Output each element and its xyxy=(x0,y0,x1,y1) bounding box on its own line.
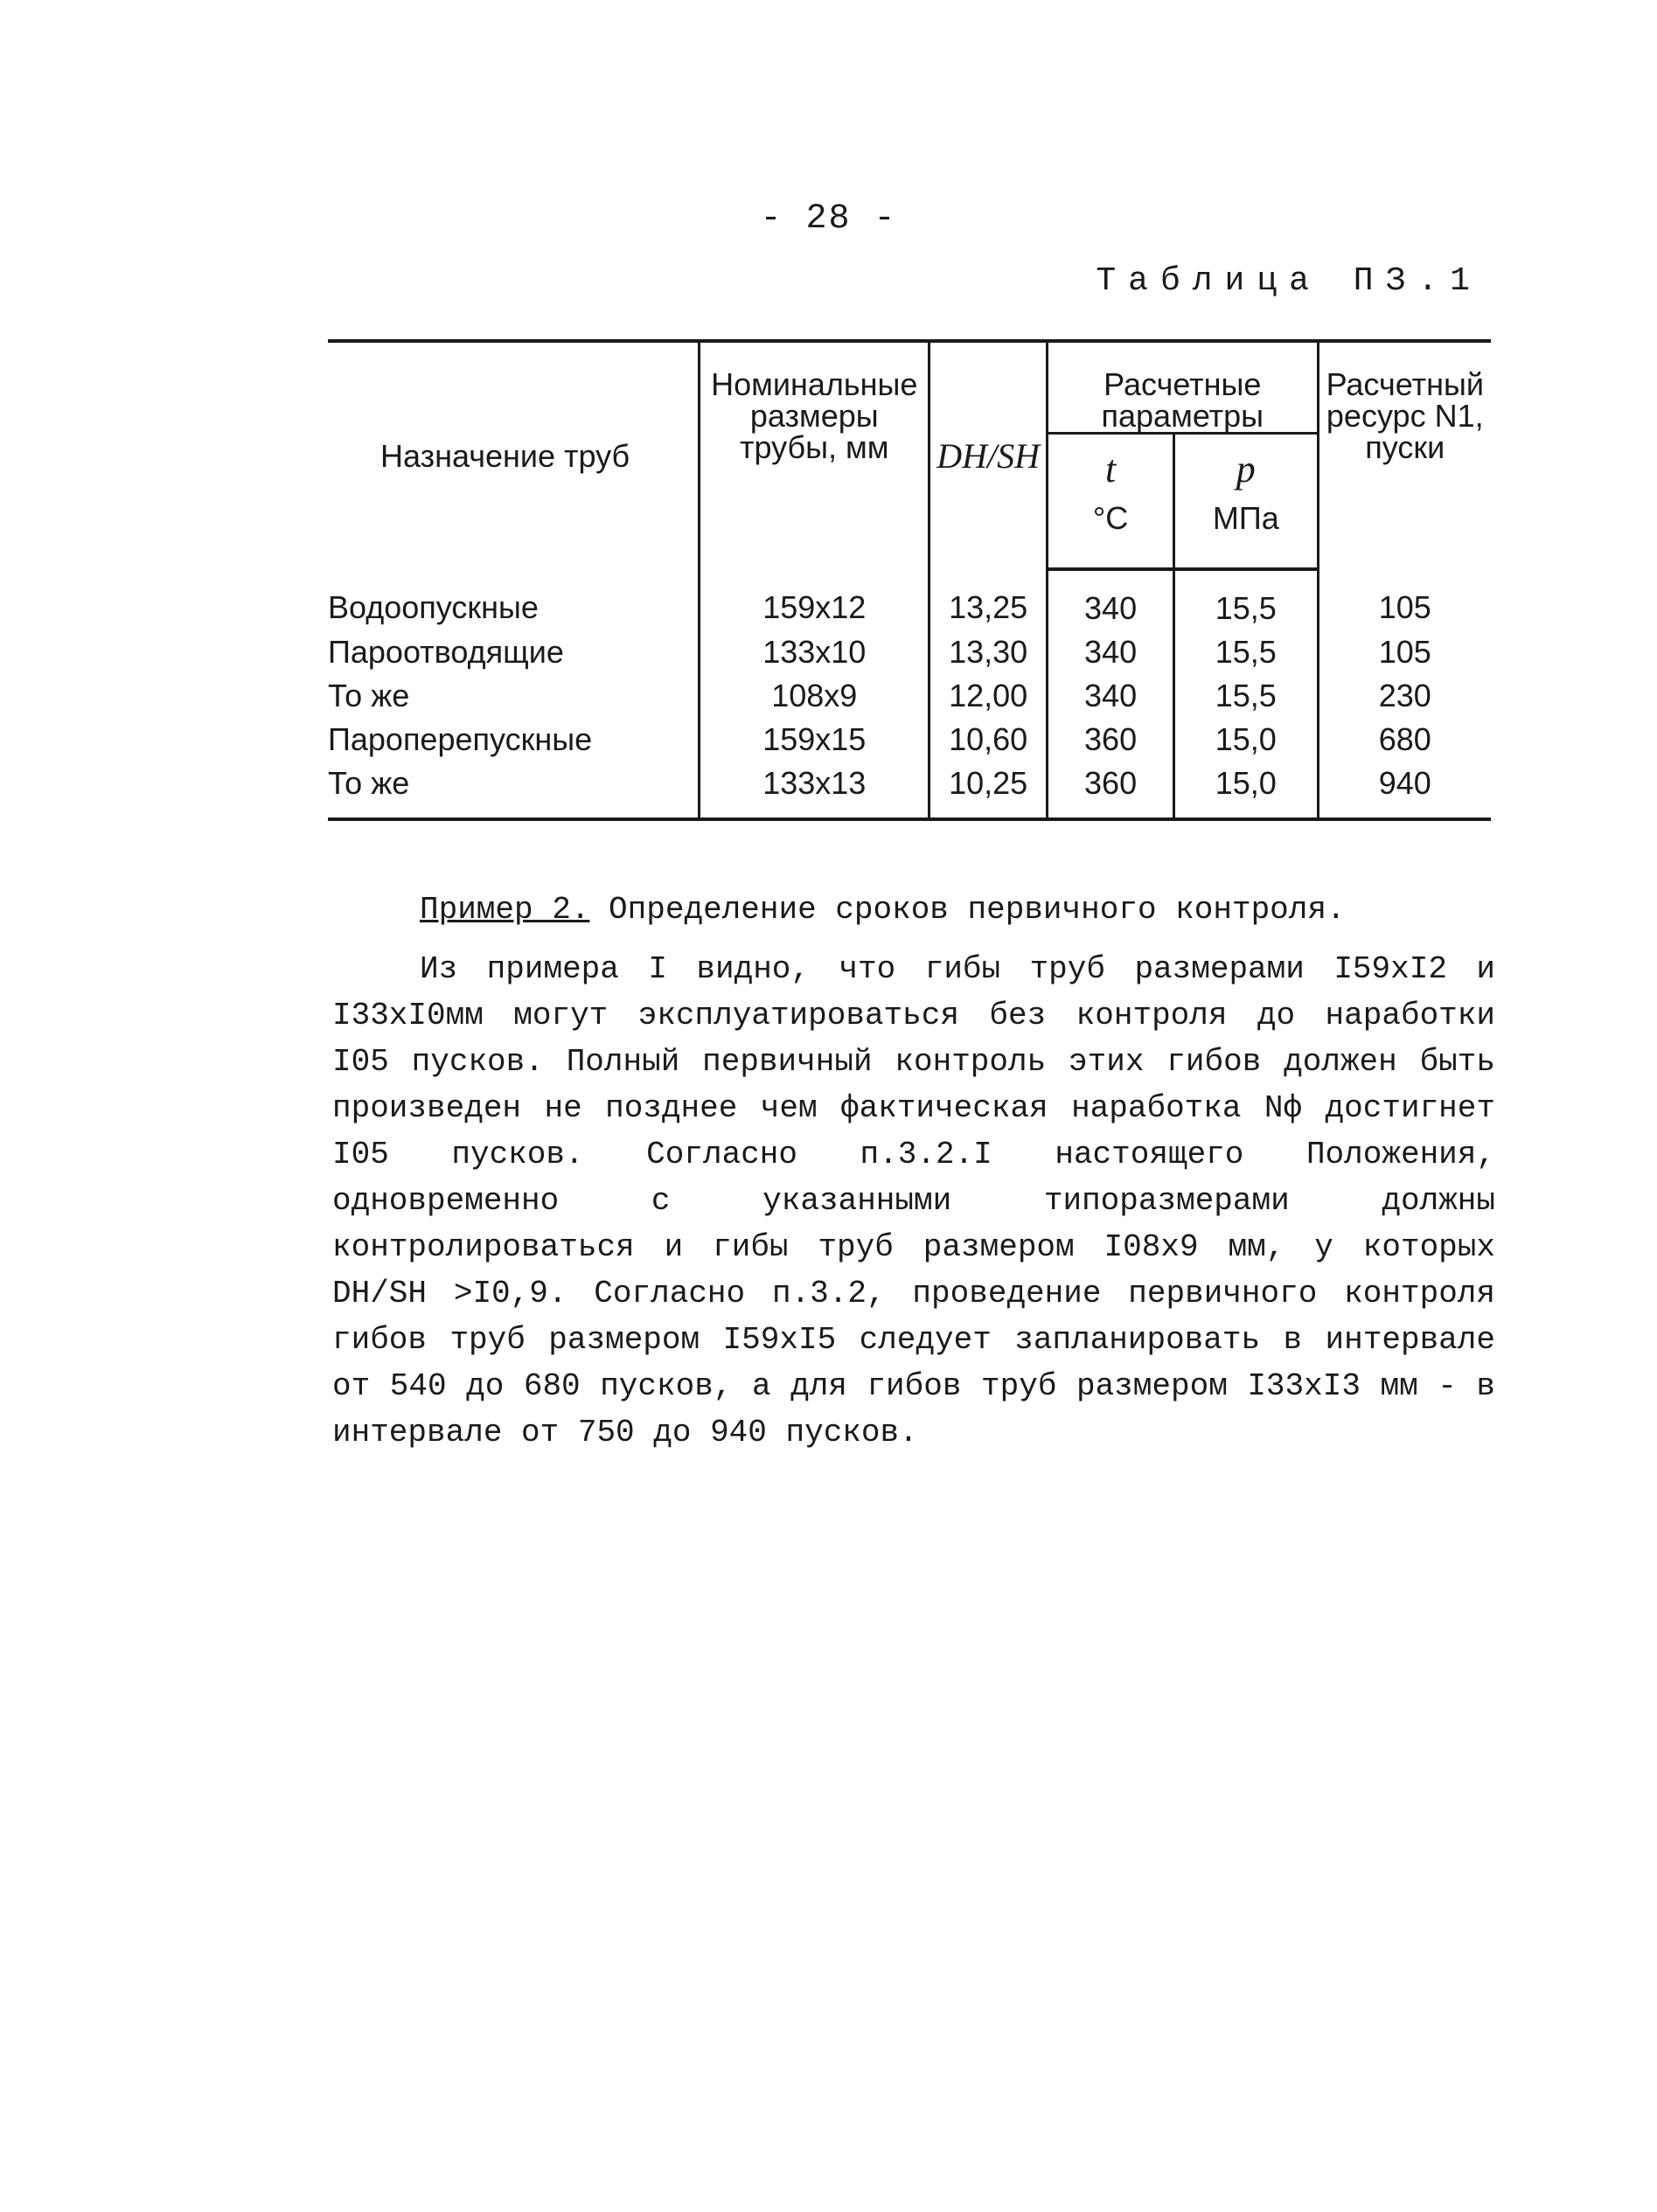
cell-size: 133x10 xyxy=(700,630,929,674)
parameters-table xyxy=(328,339,1491,821)
header-temperature xyxy=(1048,434,1174,570)
table-row xyxy=(328,718,1491,762)
cell-ratio: 13,30 xyxy=(929,630,1048,674)
header-design-params: Расчетные параметры xyxy=(1048,341,1318,434)
header-resource: Расчетный ресурс N1, пуски xyxy=(1318,341,1491,569)
cell-temperature: 340 xyxy=(1048,569,1174,630)
cell-ratio: 10,60 xyxy=(929,718,1048,762)
cell-size: 159x12 xyxy=(700,569,929,630)
cell-resource: 680 xyxy=(1378,721,1431,757)
header-ratio: DH/SH xyxy=(929,341,1048,569)
cell-temperature: 340 xyxy=(1048,674,1174,718)
cell-temperature: 360 xyxy=(1048,762,1174,819)
cell-pressure: 15,0 xyxy=(1174,718,1318,762)
cell-pressure: 15,5 xyxy=(1174,630,1318,674)
cell-ratio: 12,00 xyxy=(929,674,1048,718)
page-number: - 28 - xyxy=(760,199,897,239)
header-purpose: Назначение труб xyxy=(328,341,700,569)
example-title: Определение сроков первичного контроля. xyxy=(609,892,1346,928)
table-row xyxy=(328,569,1491,630)
cell-purpose: Пароперепускные xyxy=(328,718,700,762)
cell-purpose: Водоопускные xyxy=(328,569,700,630)
example-heading xyxy=(420,892,1346,928)
example-label: Пример 2. xyxy=(420,892,590,928)
cell-size: 108x9 xyxy=(700,674,929,718)
pressure-unit: МПа xyxy=(1212,500,1279,536)
header-pressure xyxy=(1174,434,1318,570)
temperature-unit: °С xyxy=(1092,500,1129,536)
table-caption: Таблица ПЗ.1 xyxy=(1096,262,1482,300)
cell-ratio: 13,25 xyxy=(929,569,1048,630)
cell-purpose: Пароотводящие xyxy=(328,630,700,674)
cell-resource: 230 xyxy=(1378,678,1431,713)
cell-resource: 940 xyxy=(1318,762,1491,819)
table-row xyxy=(328,630,1491,674)
cell-pressure: 15,5 xyxy=(1174,674,1318,718)
example-body: Из примера I видно, что гибы труб размерами I59xI2 и I33xI0мм могут эксплуатироваться без контроля до наработки I05 пусков. Полный первичный контроль этих гибов должен быть произведен не позднее чем фактическая наработка Nф достигнет I05 пусков. Согласно п.3.2.I настоящего Положения, одновременно с указанными типоразмерами должны контролироваться и гибы труб размером I08x9 мм, у которых DH/SH >I0,9. Согласно п.3.2, проведение первичного контроля гибов труб размером I59xI5 следует запланировать в интервале от 540 до 680 пусков, а для гибов труб размером I33xI3 мм - в интервале от 750 до 940 пусков. xyxy=(332,951,1495,1450)
cell-purpose: То же xyxy=(328,674,700,718)
cell-resource: 105 xyxy=(1378,589,1431,625)
cell-ratio: 10,25 xyxy=(929,762,1048,819)
pressure-symbol: p xyxy=(1236,448,1256,490)
temperature-symbol: t xyxy=(1104,448,1117,490)
cell-temperature: 340 xyxy=(1048,630,1174,674)
cell-pressure: 15,0 xyxy=(1174,762,1318,819)
cell-size: 133x13 xyxy=(700,762,929,819)
header-nominal-size: Номинальные размеры трубы, мм xyxy=(700,341,929,569)
cell-size: 159x15 xyxy=(700,718,929,762)
table-row xyxy=(328,762,1491,819)
cell-pressure: 15,5 xyxy=(1174,569,1318,630)
cell-purpose: То же xyxy=(328,762,700,819)
cell-resource: 105 xyxy=(1378,634,1431,670)
table-row xyxy=(328,674,1491,718)
cell-temperature: 360 xyxy=(1048,718,1174,762)
